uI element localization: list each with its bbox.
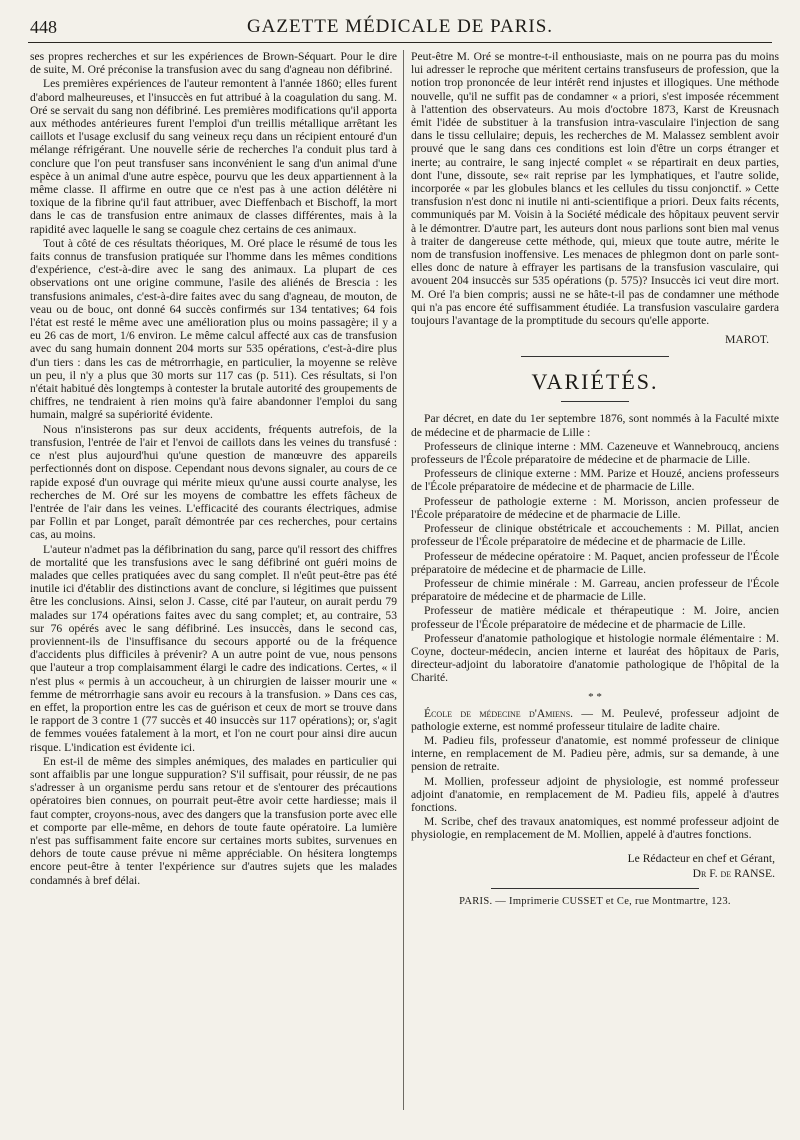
footer-rule (491, 888, 699, 889)
appointment-item: Professeur de chimie minérale : M. Garreau, ancien professeur de l'École préparatoire de médecine et de pharmacie de Lille. (411, 576, 779, 604)
appointment-item: Professeur de clinique obstétricale et accouchements : M. Pillat, ancien professeur de l'École préparatoire de médecine et de pharmacie de Lille. (411, 522, 779, 549)
section-separator (521, 356, 669, 357)
appointment-item: Professeur de pathologie externe : M. Morisson, ancien professeur de l'École préparatoire de médecine et de pharmacie de Lille. (411, 494, 779, 521)
decree-paragraph: Par décret, en date du 1er septembre 1876, sont nommés à la Faculté mixte de médecine et de pharmacie de Lille : (411, 412, 779, 439)
amiens-paragraph: M. Scribe, chef des travaux anatomiques, est nommé professeur adjoint de physiologie, en remplacement de M. Mollien, appelé à d'autres fonctions. (411, 815, 779, 842)
appointment-item: Professeur de médecine opératoire : M. Paquet, ancien professeur de l'École préparatoire de médecine et de pharmacie de Lille. (411, 549, 779, 576)
printer-imprint: PARIS. — Imprimerie CUSSET et Ce, rue Montmartre, 123. (459, 895, 731, 907)
appointment-item: Professeur d'anatomie pathologique et histologie normale élémentaire : M. Coyne, docteur-médecin, ancien interne et lauréat des hôpitaux de Paris, directeur-adjoint du laboratoire d'anatomie pathologique de l'hôpital de la Charité. (411, 631, 779, 685)
amiens-school-label: École de médecine d'Amiens. (424, 706, 574, 720)
editor-credit: Le Rédacteur en chef et Gérant, (627, 851, 775, 865)
article-paragraph: Peut-être M. Oré se montre-t-il enthousiaste, mais on ne pourra pas du moins lui adresser le reproche que méritent certains transfuseurs de profession, que la notion trop prononcée de leur intérêt rend injustes et illogiques. Une méthode nouvelle, qu'il ne suffit pas de condamner « a priori, s'est imposée récemment à l'attention des observateurs. Au mois d'octobre 1873, Karst de Kreusnach émit l'idée de substituer à la transfusion intra-vasculaire l'injection de sang dans le tissu cellulaire; depuis, les recherches de M. Malassez semblent avoir prouvé que le sang dans ces conditions est loin d'être un corps étranger et inerte; au contraire, le sang injecté complet « se répartirait en deux parties, dont l'une, dissoute, se« rait reprise par les lymphatiques, et l'autre solide, incorporée « par les globules blancs et les cellules du tissu conjonctif. » Cette transfusion n'est donc ni inutile ni anti-scientifique a priori. Deux faits récents, communiqués par M. Voisin à la Société médicale des hôpitaux peuvent servir à le démontrer. D'autre part, les auteurs dont nous parlions sont bien mal venus à traiter de dangereuse cette méthode, qui, mieux que toute autre, mérite le nom de transfusion inoffensive. Les menaces de phlegmon dont on parle sont-elles donc de nature à effrayer les partisans de la transfusion vasculaire, qui avouent 204 insuccès sur 535 opérations (p. 575)? Insuccès ici veut dire mort. M. Oré l'a bien compris; aussi ne se hâte-t-il pas de condamner une méthode qui n'a pas encore été suffisamment étudiée. La transfusion vasculaire gardera toujours l'avantage de la promptitude du secours qu'elle apporte. (411, 50, 779, 328)
appointment-item: Professeurs de clinique interne : MM. Cazeneuve et Wannebroucq, anciens professeurs de l'École préparatoire de médecine et de pharmacie de Lille. (411, 439, 779, 467)
column-divider (403, 50, 404, 1110)
editor-name: Dr F. de RANSE. (692, 866, 775, 880)
page-number: 448 (30, 17, 57, 37)
article-paragraph: ses propres recherches et sur les expériences de Brown-Séquart. Pour le dire de suite, M. Oré préconise la transfusion avec du sang d'agneau non défibriné. (30, 50, 397, 77)
amiens-paragraph: M. Mollien, professeur adjoint de physiologie, est nommé professeur adjoint d'anatomie, en remplacement de M. Padieu fils, appelé à d'autres fonctions. (411, 774, 779, 814)
amiens-paragraph (411, 707, 779, 733)
section-rule (561, 401, 629, 402)
article-paragraph: Nous n'insisterons pas sur deux accidents, fréquents autrefois, de la transfusion, l'entrée de l'air et l'envoi de caillots dans les veines du transfusé : ce n'est plus aujourd'hui qu'une question de manœuvre des appareils perfectionnés dont on dispose. Cependant nous devons signaler, au cours de ce rapide exposé d'un ouvrage qui mérite mieux qu'une aussi courte analyse, les recherches de M. Oré sur les moyens de combattre les effets fâcheux de l'entrée de l'air dans les veines. L'efficacité des courants électriques, admise par Follin et par Longet, paraît démontrée par ces recherches, pour certains cas, au moins. (30, 422, 397, 542)
section-title: VARIÉTÉS. (531, 369, 659, 395)
appointment-item: Professeurs de clinique externe : MM. Parize et Houzé, anciens professeurs de l'École préparatoire de médecine et de pharmacie de Lille. (411, 467, 779, 494)
page-title: GAZETTE MÉDICALE DE PARIS. (246, 16, 554, 37)
article-signature: MAROT. (725, 333, 769, 347)
left-column (30, 50, 397, 1110)
article-paragraph: En est-il de même des simples anémiques, des malades en particulier qui sont affaiblis par une longue suppuration? S'il suffisait, pour réussir, de ne pas s'adresser à un organisme perdu sans retour et de s'entourer des précautions opératoires bien connues, on pourrait peut-être avoir cette hardiesse; mais il faut compter, croyons-nous, avec des dangers que la transfusion porte avec elle et comporte par elle-même, en dehors de toute faute opératoire. La lumière n'est pas suffisamment faite encore sur certaines morts subites, survenues en dehors de toute cause prévue ni même appréciable. On hésitera longtemps encore peut-être à tenter l'expérience sur d'autres sujets que les malades condamnés à bref délai. (30, 754, 397, 887)
amiens-paragraph: M. Padieu fils, professeur d'anatomie, est nommé professeur de clinique interne, en remplacement de M. Padieu père, admis, sur sa demande, à une pension de retraite. (411, 733, 779, 774)
article-paragraph: Les premières expériences de l'auteur remontent à l'année 1860; elles furent d'abord malheureuses, et l'insuccès en fut attribué à la coagulation du sang. M. Oré se servait du sang non défibriné. Les premières modifications qu'il apporta aux méthodes antérieures furent l'emploi d'un treillis métallique arrêtant les caillots et l'usage exclusif du sang veineux reçu dans un récipient entouré d'un mélange réfrigérant. Une nouvelle série de recherches l'a conduit plus tard à conclure que l'on peut transfuser sans inconvénient le sang d'un animal d'une espèce à un animal d'une autre espèce, pourvu que les deux appartiennent à la même classe. Il affirme en outre que ce n'est pas à une action délétère ni toxique de la fibrine qu'il faut attribuer, avec Dieffenbach et Bischoff, la mort dans le cas de transfusion entre animaux de classes différentes, mais à la rapidité avec laquelle le sang se coagule chez certains de ces animaux. (30, 77, 397, 236)
appointment-item: Professeur de matière médicale et thérapeutique : M. Joire, ancien professeur de l'École préparatoire de médecine et de pharmacie de Lille. (411, 604, 779, 631)
article-paragraph: Tout à côté de ces résultats théoriques, M. Oré place le résumé de tous les faits connus de transfusion pratiquée sur l'homme dans les mêmes conditions d'expérience, c'est-à-dire avec le sang des animaux. La plupart de ces observations ont une origine commune, l'asile des aliénés de Brescia : les transfusions animales, c'est-à-dire faites avec du sang d'agneau, de mouton, de veau ou de bouc, ont donné 64 succès confirmés sur 134 tentatives; 64 fois l'état est resté le même avec une amélioration plus ou moins passagère; il y a eu 26 cas de mort, 1/6 environ. Le même calcul affecté aux cas de transfusion avec du sang humain donnent 204 morts sur 535 opérations, c'est-à-dire plus d'un tiers : dans les cas de métrorrhagie, en particulier, la moyenne se relève un peu, il n'y a plus que 30 morts sur 117 cas (p. 511). Ces résultats, si l'on n'était habitué dès longtemps à contester la brutale autorité des groupements de chiffres, ne tendraient à rien moins qu'à faire abandonner l'emploi du sang humain, malgré sa supériorité évidente. (30, 236, 397, 422)
amiens-text: — M. Peulevé, professeur adjoint de pathologie externe, est nommé professeur titulaire de ladite chaire. (411, 706, 779, 733)
page-header (28, 8, 772, 43)
right-column (411, 50, 779, 1110)
article-paragraph: L'auteur n'admet pas la défibrination du sang, parce qu'il ressort des chiffres de mortalité que les transfusions avec le sang défibriné ont guéri moins de malades que celles pratiquées avec du sang complet. Il n'eût peut-être pas été inutile ici d'établir des distinctions avant de conclure, si légitimes que puissent être les conclusions. Ainsi, selon J. Casse, cité par l'auteur, on aurait perdu 79 malades sur 174 opérations faites avec du sang complet; et, au contraire, 53 sur 76 opérés avec le sang défibriné. Les insuccès, dans le second cas, proviennent-ils de l'insuffisance du secours apporté ou de la fréquence d'accidents plus difficiles à prévenir? A un autre point de vue, nous pensons que l'auteur a trop complaisamment élargi le cadre des indications. Certes, « il n'est plus « permis à un accoucheur, à un chirurgien de laisser mourir une « femme de métrorrhagie sans avoir eu recours à la transfusion. » Dans ces cas, en effet, la proportion entre les cas de guérison et ceux de mort se trouve dans le rapport de 3 contre 1 (77 succès et 40 insuccès sur 117 opérations); or, s'agit de femmes vouées fatalement à la mort, et l'on ne court pour ainsi dire aucun risque. L'indication est évidente ici. (30, 542, 397, 754)
stars-separator: * * (588, 690, 602, 703)
